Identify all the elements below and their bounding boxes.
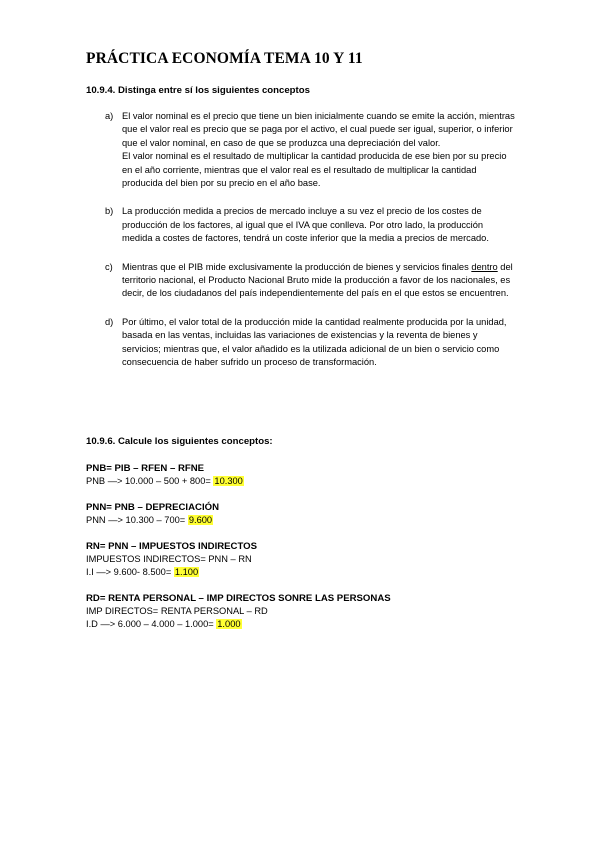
calc-line — [86, 618, 391, 631]
item-body — [122, 110, 515, 190]
calc-text: PNB —> 10.000 – 500 + 800= — [86, 476, 214, 486]
paragraph — [122, 261, 515, 301]
highlighted-result: 1.100 — [174, 567, 199, 577]
calc-line — [86, 605, 391, 618]
formula-heading: RD= RENTA PERSONAL – IMP DIRECTOS SONRE LAS PERSONAS — [86, 593, 391, 604]
formula-heading: PNB= PIB – RFEN – RFNE — [86, 463, 205, 474]
calc-text: PNN —> 10.300 – 700= — [86, 515, 188, 525]
formula-heading: RN= PNN – IMPUESTOS INDIRECTOS — [86, 541, 258, 552]
highlighted-result: 9.600 — [188, 515, 213, 525]
calc-line — [86, 475, 391, 488]
page-title: PRÁCTICA ECONOMÍA TEMA 10 Y 11 — [86, 50, 363, 67]
paragraph: El valor nominal es el precio que tiene un bien inicialmente cuando se emite la acción, mientras que el valor real es precio que se paga por el activo, el cual puede ser igual, superior, o inferior que el valor nominal, en caso de que se produzca una depreciación del valor. — [122, 111, 515, 148]
text-run: del territorio nacional, el Producto Nacional Bruto mide la producción a favor de los nacionales, es decir, de los ciudadanos del país independientemente del país en el que estos se encuentren. — [122, 261, 513, 299]
list-item — [105, 316, 515, 370]
item-body — [122, 205, 515, 245]
text-run: Mientras que el PIB mide exclusivamente la producción de bienes y servicios finales — [122, 261, 472, 272]
formula-heading: PNN= PNB – DEPRECIACIÓN — [86, 502, 220, 513]
item-letter: c) — [105, 261, 113, 272]
calc-block — [86, 540, 391, 579]
underlined-word: dentro — [471, 261, 498, 272]
list-item — [105, 110, 515, 190]
item-letter: a) — [105, 111, 114, 121]
calc-text: I.I —> 9.600- 8.500= — [86, 567, 174, 577]
item-letter: d) — [105, 316, 114, 327]
item-letter: b) — [105, 206, 114, 217]
paragraph: El valor nominal es el resultado de multiplicar la cantidad producida de ese bien por su precio en el año corriente, mientras que el valor real es el resultado de multiplicar la cantidad producida del bien por su precio en el año base. — [122, 151, 507, 189]
paragraph: Por último, el valor total de la producción mide la cantidad realmente producida por la unidad, basada en las ventas, incluidas las variaciones de existencias y la reventa de bienes y servicios; mientras que, el valor añadido es la utilizada adicional de un bien o servicio como consecuencia de haber sufrido un proceso de transformación. — [122, 316, 507, 368]
calculations — [86, 462, 391, 644]
calc-block — [86, 462, 391, 488]
concept-list — [105, 110, 515, 385]
highlighted-result: 1.000 — [217, 619, 241, 629]
calc-text: IMPUESTOS INDIRECTOS= PNN – RN — [86, 554, 252, 564]
calc-line — [86, 514, 391, 527]
calc-text: IMP DIRECTOS= RENTA PERSONAL – RD — [86, 606, 268, 616]
calc-text: I.D —> 6.000 – 4.000 – 1.000= — [86, 619, 217, 629]
highlighted-result: 10.300 — [214, 476, 243, 486]
list-item — [105, 205, 515, 245]
calc-block — [86, 501, 391, 527]
calc-block — [86, 592, 391, 631]
item-body — [122, 316, 515, 370]
section-heading-1: 10.9.4. Distinga entre sí los siguientes conceptos — [86, 85, 310, 96]
paragraph: La producción medida a precios de mercado incluye a su vez el precio de los costes de producción de los factores, al igual que el IVA que conlleva. Por otro lado, la producción medida a costes de factores, tendrá un coste inferior que la media a precios de mercado. — [122, 206, 489, 244]
item-body — [122, 261, 515, 301]
calc-line — [86, 553, 391, 566]
section-heading-2: 10.9.6. Calcule los siguientes conceptos: — [86, 436, 273, 447]
calc-line — [86, 566, 391, 579]
list-item — [105, 261, 515, 301]
